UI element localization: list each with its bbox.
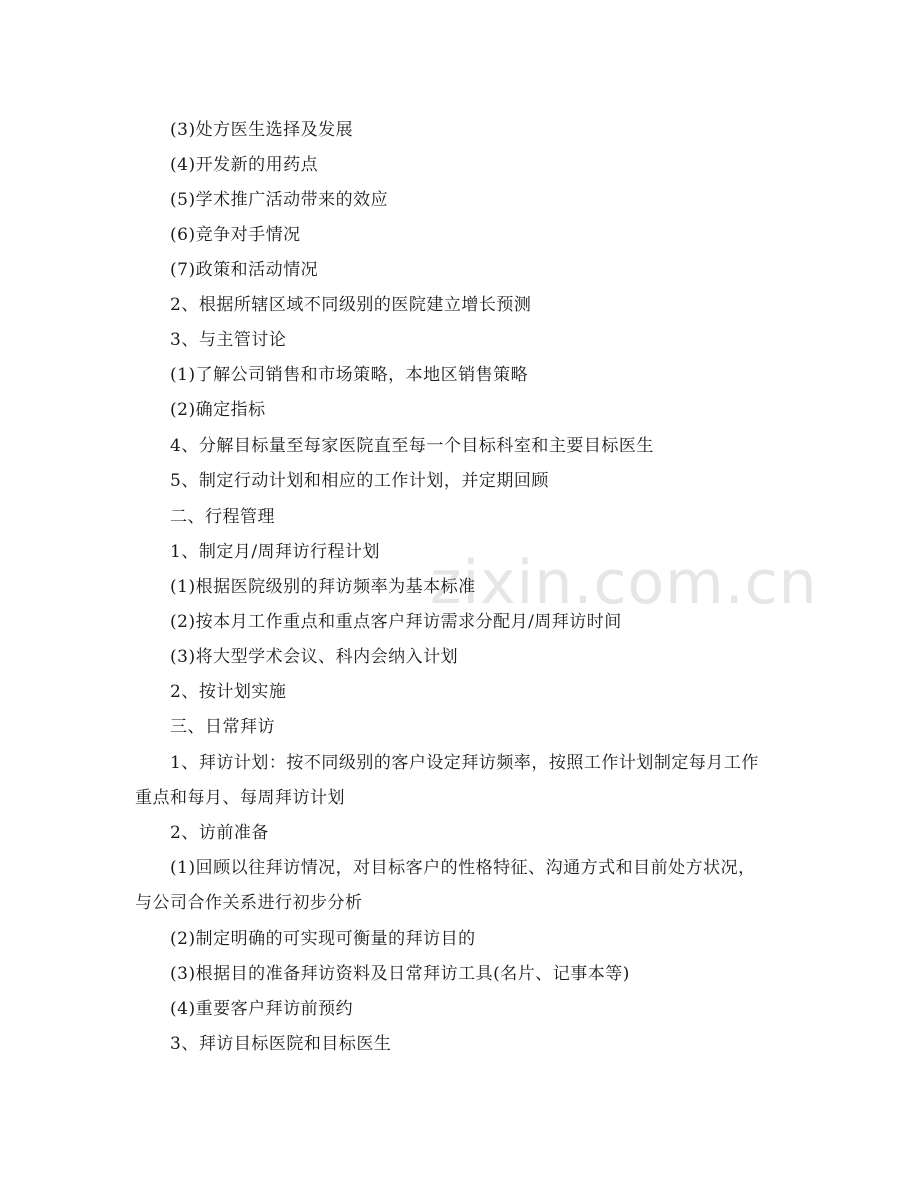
text-line: (7)政策和活动情况	[170, 260, 319, 280]
text-line: 4、分解目标量至每家医院直至每一个目标科室和主要目标医生	[170, 436, 654, 456]
text-line: 2、访前准备	[170, 823, 269, 843]
section-heading: 三、日常拜访	[170, 717, 275, 737]
text-line: (1)了解公司销售和市场策略，本地区销售策略	[170, 365, 529, 385]
text-line: (4)开发新的用药点	[170, 155, 319, 175]
text-line: 2、按计划实施	[170, 682, 287, 702]
text-line: (1)根据医院级别的拜访频率为基本标准	[170, 577, 476, 597]
text-line: 2、根据所辖区域不同级别的医院建立增长预测	[170, 295, 532, 315]
text-line: 重点和每月、每周拜访计划	[135, 788, 345, 808]
text-line: (3)处方医生选择及发展	[170, 120, 354, 140]
section-heading: 二、行程管理	[170, 507, 275, 527]
text-line: (6)竞争对手情况	[170, 225, 301, 245]
text-line: (2)确定指标	[170, 400, 266, 420]
watermark: zixin.com.cn	[430, 548, 818, 618]
text-line: (5)学术推广活动带来的效应	[170, 190, 389, 210]
text-line: (2)按本月工作重点和重点客户拜访需求分配月/周拜访时间	[170, 612, 622, 632]
text-line: (3)将大型学术会议、科内会纳入计划	[170, 647, 459, 667]
text-line: 3、拜访目标医院和目标医生	[170, 1034, 392, 1054]
text-line: 1、制定月/周拜访行程计划	[170, 542, 381, 562]
text-line: 5、制定行动计划和相应的工作计划，并定期回顾	[170, 471, 549, 491]
text-line: (1)回顾以往拜访情况，对目标客户的性格特征、沟通方式和目前处方状况，	[170, 858, 756, 878]
text-line: 1、拜访计划：按不同级别的客户设定拜访频率，按照工作计划制定每月工作	[170, 753, 759, 773]
text-line: 与公司合作关系进行初步分析	[135, 893, 363, 913]
text-line: 3、与主管讨论	[170, 330, 287, 350]
text-line: (3)根据目的准备拜访资料及日常拜访工具(名片、记事本等)	[170, 964, 630, 984]
text-line: (4)重要客户拜访前预约	[170, 999, 354, 1019]
text-line: (2)制定明确的可实现可衡量的拜访目的	[170, 929, 476, 949]
